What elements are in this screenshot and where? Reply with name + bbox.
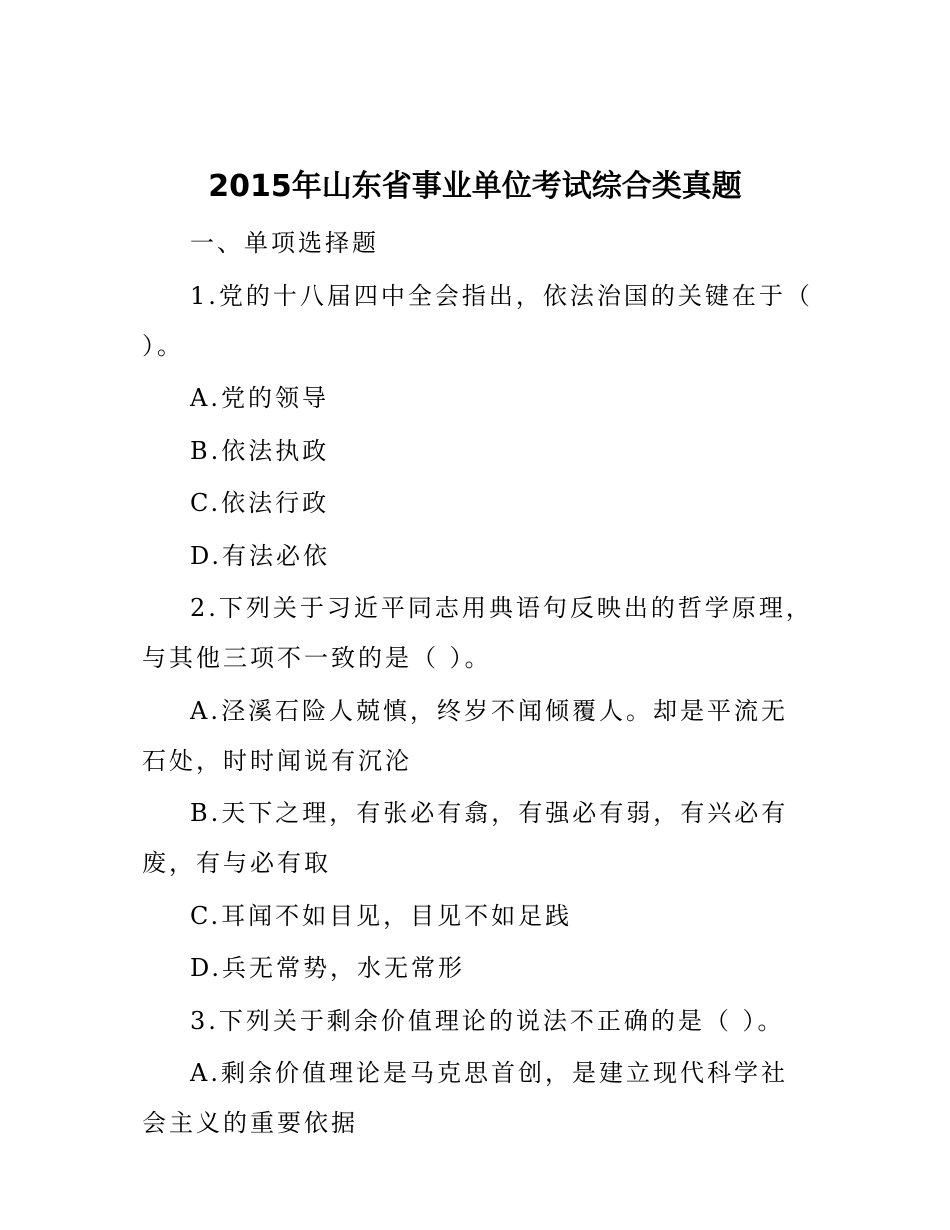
question-1-stem: 1.党的十八届四中全会指出，依法治国的关键在于（ ）。 (142, 281, 813, 360)
question-1-option-d: D.有法必依 (190, 541, 331, 570)
question-3-stem: 3.下列关于剩余价值理论的说法不正确的是（ ）。 (190, 1006, 785, 1035)
section-heading: 一、单项选择题 (190, 229, 379, 257)
question-1-option-a: A.党的领导 (190, 384, 329, 412)
question-2-option-b: B.天下之理，有张必有翕，有强必有弱，有兴必有废，有与必有取 (142, 799, 789, 877)
question-3-option-a: A.剩余价值理论是马克思首创，是建立现代科学社会主义的重要依据 (142, 1059, 788, 1137)
question-2-option-a: A.泾溪石险人兢慎，终岁不闻倾覆人。却是平流无石处，时时闻说有沉沦 (142, 696, 788, 775)
document-body (142, 218, 814, 1151)
question-1-option-c: C.依法行政 (190, 489, 330, 517)
question-2-option-c: C.耳闻不如目见，目见不如足践 (190, 901, 573, 930)
question-2-stem: 2.下列关于习近平同志用典语句反映出的哲学原理，与其他三项不一致的是（ ）。 (142, 594, 813, 672)
question-2-option-d: D.兵无常势，水无常形 (190, 954, 466, 982)
document-title: 2015年山东省事业单位考试综合类真题 (208, 169, 742, 204)
question-1-option-b: B.依法执政 (190, 436, 330, 465)
